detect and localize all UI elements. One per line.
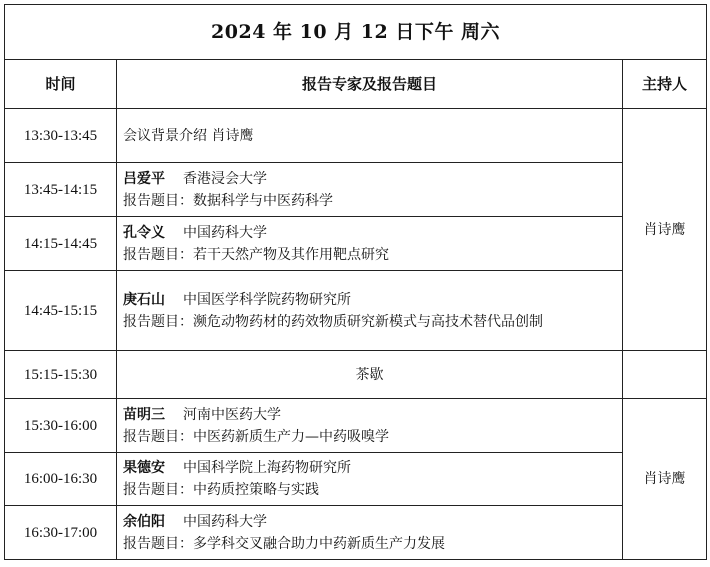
talk-cell <box>117 163 623 217</box>
empty-host-cell <box>623 351 707 399</box>
topic-label: 报告题目： <box>123 535 193 552</box>
topic-label: 报告题目： <box>123 192 193 209</box>
speaker-name: 果德安 <box>123 460 165 476</box>
topic-label: 报告题目： <box>123 313 193 330</box>
topic-label: 报告题目： <box>123 428 193 445</box>
speaker-institution: 中国药科大学 <box>183 224 267 241</box>
header-time: 时间 <box>5 60 117 109</box>
speaker-name: 吕爱平 <box>123 170 165 187</box>
host-cell: 肖诗鹰 <box>623 109 707 351</box>
talk-cell <box>117 271 623 351</box>
topic-text: 濒危动物药材的药效物质研究新模式与高技术替代品创制 <box>193 313 543 330</box>
speaker-institution: 河南中医药大学 <box>183 406 281 423</box>
break-cell: 茶歇 <box>117 351 623 399</box>
speaker-name: 余伯阳 <box>123 513 165 530</box>
speaker-line <box>123 511 616 533</box>
speaker-name: 苗明三 <box>123 406 165 423</box>
schedule-table <box>4 4 707 560</box>
topic-label: 报告题目： <box>123 482 193 498</box>
topic-line <box>123 426 616 448</box>
table-row <box>5 399 707 453</box>
topic-text: 中医药新质生产力—中药吸嗅学 <box>193 428 389 445</box>
host-cell: 肖诗鹰 <box>623 399 707 560</box>
speaker-institution: 香港浸会大学 <box>183 170 267 187</box>
topic-line <box>123 479 616 501</box>
speaker-name: 庚石山 <box>123 291 165 308</box>
schedule-sheet <box>4 4 706 563</box>
time-cell: 16:00-16:30 <box>5 453 117 506</box>
topic-label: 报告题目： <box>123 246 193 263</box>
topic-line <box>123 190 616 212</box>
topic-line <box>123 533 616 555</box>
header-topic: 报告专家及报告题目 <box>117 60 623 109</box>
table-row <box>5 351 707 399</box>
speaker-institution: 中国医学科学院药物研究所 <box>183 291 351 308</box>
table-row <box>5 506 707 560</box>
time-cell: 14:45-15:15 <box>5 271 117 351</box>
talk-cell <box>117 453 623 506</box>
speaker-institution: 中国药科大学 <box>183 513 267 530</box>
speaker-line <box>123 457 616 479</box>
table-row <box>5 453 707 506</box>
time-cell: 16:30-17:00 <box>5 506 117 560</box>
time-cell: 15:15-15:30 <box>5 351 117 399</box>
opening-text: 会议背景介绍 肖诗鹰 <box>123 127 254 144</box>
table-row <box>5 217 707 271</box>
time-cell: 14:15-14:45 <box>5 217 117 271</box>
speaker-institution: 中国科学院上海药物研究所 <box>183 460 351 476</box>
talk-cell <box>117 109 623 163</box>
header-row <box>5 60 707 109</box>
topic-text: 若干天然产物及其作用靶点研究 <box>193 246 389 263</box>
time-cell: 13:45-14:15 <box>5 163 117 217</box>
topic-line <box>123 244 616 266</box>
talk-cell <box>117 399 623 453</box>
topic-text: 数据科学与中医药科学 <box>193 192 333 209</box>
schedule-title: 2024 年 10 月 12 日下午 周六 <box>5 5 707 60</box>
table-row <box>5 109 707 163</box>
speaker-line <box>123 289 616 311</box>
topic-line <box>123 311 616 333</box>
topic-text: 中药质控策略与实践 <box>193 482 319 498</box>
speaker-name: 孔令义 <box>123 224 165 241</box>
talk-cell <box>117 506 623 560</box>
time-cell: 15:30-16:00 <box>5 399 117 453</box>
talk-cell <box>117 217 623 271</box>
title-row <box>5 5 707 60</box>
header-host: 主持人 <box>623 60 707 109</box>
table-row <box>5 163 707 217</box>
table-row <box>5 271 707 351</box>
speaker-line <box>123 404 616 426</box>
topic-text: 多学科交叉融合助力中药新质生产力发展 <box>193 535 445 552</box>
speaker-line <box>123 222 616 244</box>
speaker-line <box>123 168 616 190</box>
time-cell: 13:30-13:45 <box>5 109 117 163</box>
